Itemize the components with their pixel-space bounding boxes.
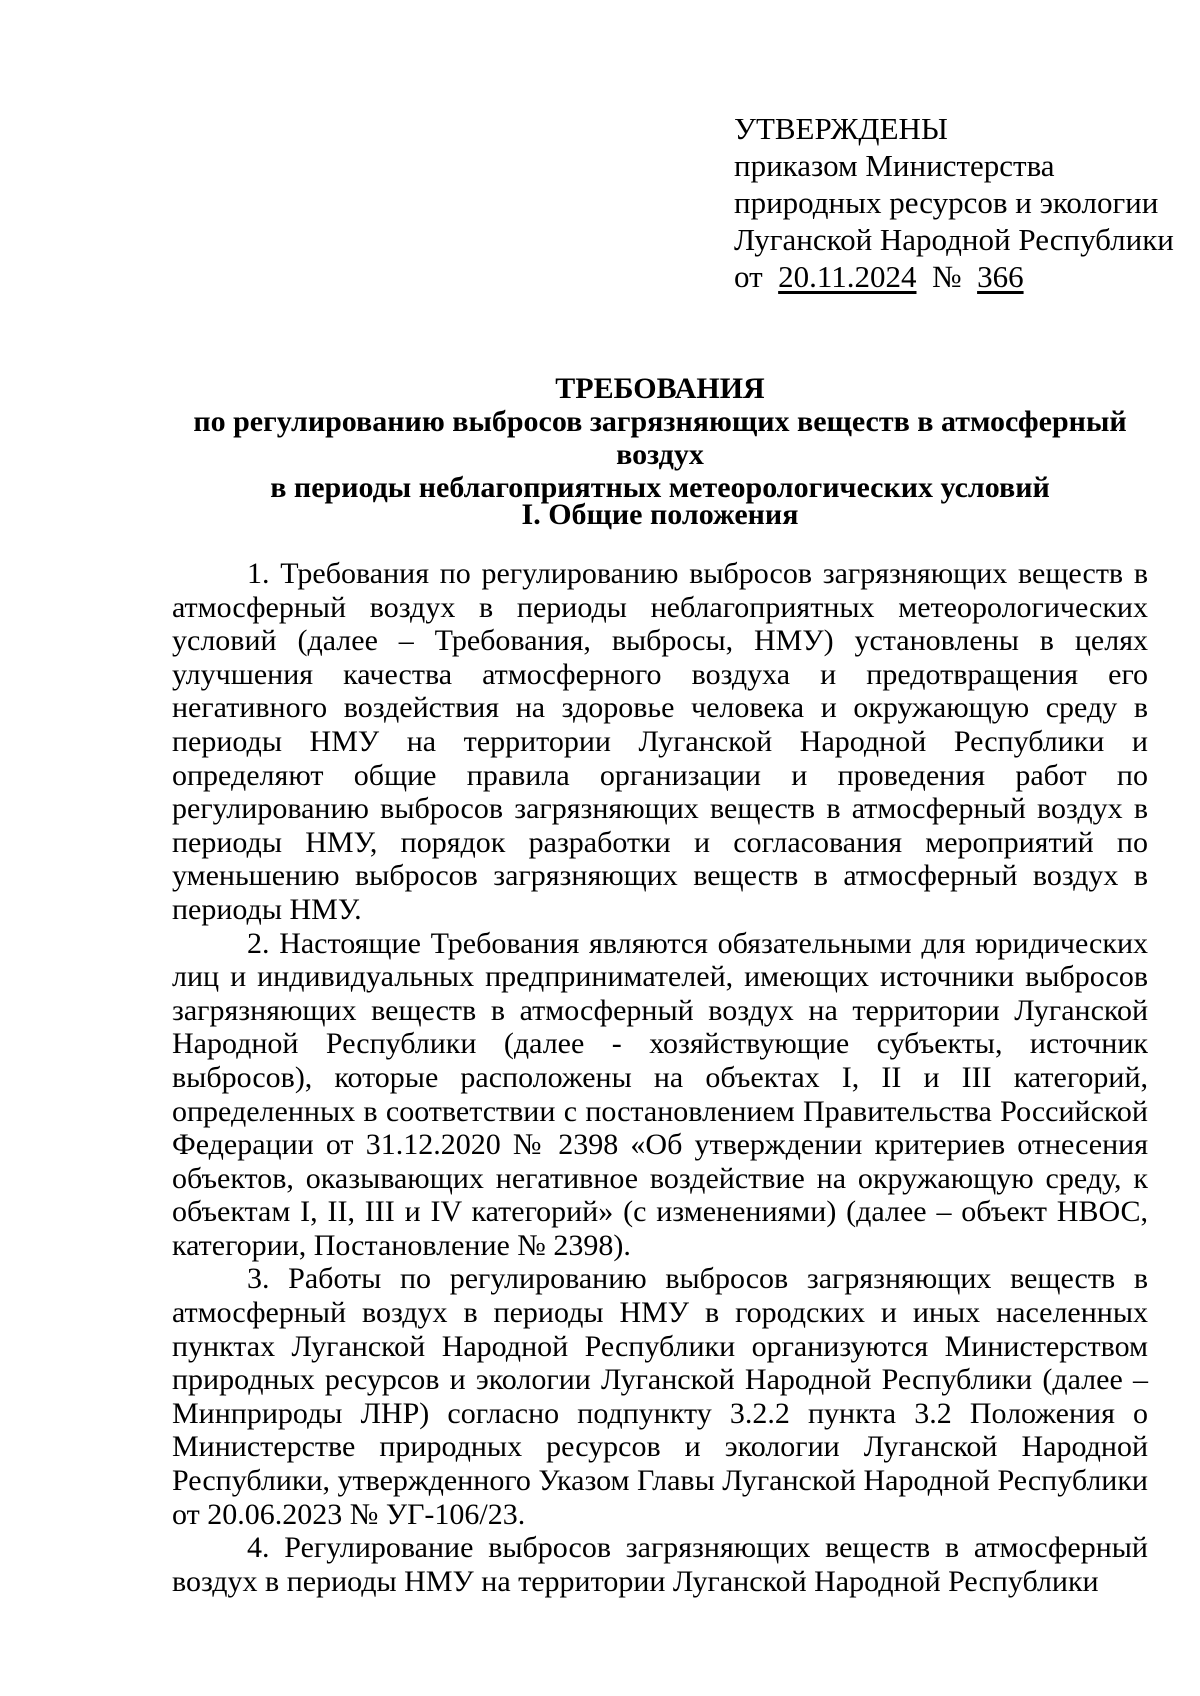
approval-line-2: природных ресурсов и экологии xyxy=(734,185,1159,220)
approval-date-prefix: от xyxy=(734,259,763,294)
approval-number-sign: № xyxy=(932,259,962,294)
document-subtitle-line-2: в периоды неблагоприятных метеорологических условий xyxy=(270,471,1050,504)
approval-date: 20.11.2024 xyxy=(778,259,917,294)
paragraph-3: 3. Работы по регулированию выбросов загрязняющих веществ в атмосферный воздух в периоды НМУ в городских и иных населенных пунктах Луганской Народной Республики организуются Министерством природных ресурсов и экологии Луганской Народной Республики (далее – Минприроды ЛНР) согласно подпункту 3.2.2 пункта 3.2 Положения о Министерстве природных ресурсов и экологии Луганской Народной Республики, утвержденного Указом Главы Луганской Народной Республики от 20.06.2023 № УГ-106/23. xyxy=(172,1262,1148,1531)
document-subtitle-line-1: по регулированию выбросов загрязняющих веществ в атмосферный воздух xyxy=(193,405,1127,471)
paragraph-2: 2. Настоящие Требования являются обязательными для юридических лиц и индивидуальных предпринимателей, имеющих источники выбросов загрязняющих веществ в атмосферный воздух на территории Луганской Народной Республики (далее - хозяйствующие субъекты, источник выбросов), которые расположены на объектах I, II и III категорий, определенных в соответствии с постановлением Правительства Российской Федерации от 31.12.2020 № 2398 «Об утверждении критериев отнесения объектов, оказывающих негативное воздействие на окружающую среду, к объектам I, II, III и IV категорий» (с изменениями) (далее – объект НВОС, категории, Постановление № 2398). xyxy=(172,926,1148,1262)
approval-date-line xyxy=(734,258,1154,295)
approval-line-1: приказом Министерства xyxy=(734,148,1055,183)
paragraph-1: 1. Требования по регулированию выбросов загрязняющих веществ в атмосферный воздух в периоды неблагоприятных метеорологических условий (далее – Требования, выбросы, НМУ) установлены в целях улучшения качества атмосферного воздуха и предотвращения его негативного воздействия на здоровье человека и окружающую среду в периоды НМУ на территории Луганской Народной Республики и определяют общие правила организации и проведения работ по регулированию выбросов загрязняющих веществ в атмосферный воздух в периоды НМУ, порядок разработки и согласования мероприятий по уменьшению выбросов загрязняющих веществ в атмосферный воздух в периоды НМУ. xyxy=(172,557,1148,926)
document-title: ТРЕБОВАНИЯ xyxy=(555,372,765,405)
approval-title: УТВЕРЖДЕНЫ xyxy=(734,111,948,146)
document-heading xyxy=(172,372,1148,504)
paragraph-4: 4. Регулирование выбросов загрязняющих веществ в атмосферный воздух в периоды НМУ на территории Луганской Народной Республики xyxy=(172,1531,1148,1598)
approval-number: 366 xyxy=(977,259,1024,294)
section-heading: I. Общие положения xyxy=(521,498,799,531)
approval-line-3: Луганской Народной Республики xyxy=(734,222,1174,257)
document-body xyxy=(172,557,1148,1598)
approval-stamp xyxy=(734,110,1174,295)
